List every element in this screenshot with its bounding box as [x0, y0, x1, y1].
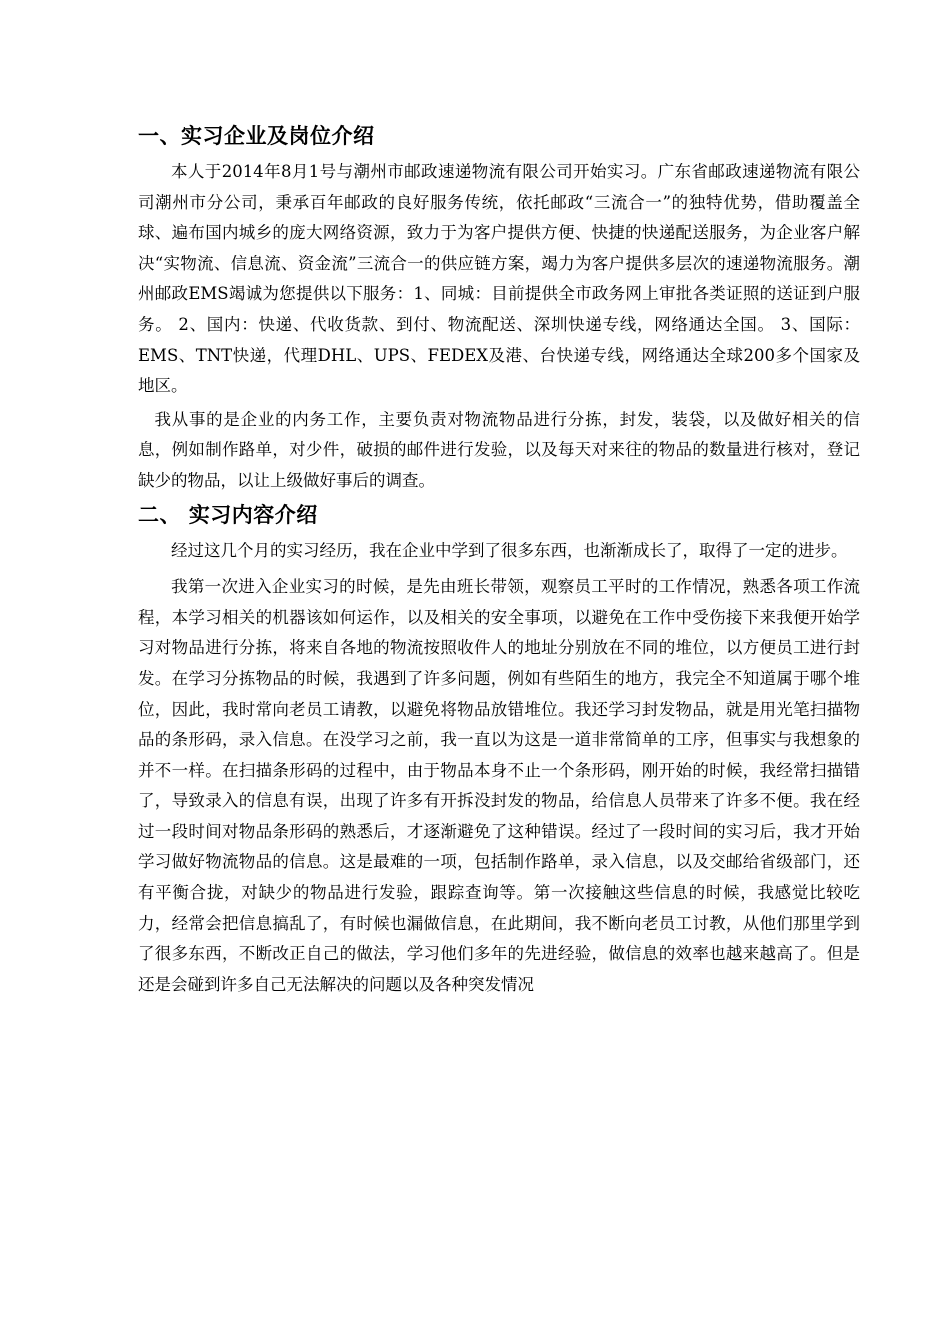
section-heading-internship-content: 二、 实习内容介绍	[138, 502, 318, 527]
paragraph-job-duties: 我从事的是企业的内务工作，主要负责对物流物品进行分拣，封发，装袋，以及做好相关的信息，例如制作路单，对少件，破损的邮件进行发验，以及每天对来往的物品的数量进行核对，登记缺少的物品，以让上级做好事后的调查。	[138, 409, 860, 490]
paragraph-experience: 我第一次进入企业实习的时候，是先由班长带领，观察员工平时的工作情况，熟悉各项工作流程，本学习相关的机器该如何运作，以及相关的安全事项，以避免在工作中受伤接下来我便开始学习对物品进行分拣，将来自各地的物流按照收件人的地址分别放在不同的堆位，以方便员工进行封发。在学习分拣物品的时候，我遇到了许多问题，例如有些陌生的地方，我完全不知道属于哪个堆位，因此，我时常向老员工请教，以避免将物品放错堆位。我还学习封发物品，就是用光笔扫描物品的条形码，录入信息。在没学习之前，我一直以为这是一道非常简单的工序，但事实与我想象的并不一样。在扫描条形码的过程中，由于物品本身不止一个条形码，刚开始的时候，我经常扫描错了，导致录入的信息有误，出现了许多有开拆没封发的物品，给信息人员带来了许多不便。我在经过一段时间对物品条形码的熟悉后，才逐渐避免了这种错误。经过了一段时间的实习后，我才开始学习做好物流物品的信息。这是最难的一项，包括制作路单，录入信息，以及交邮给省级部门，还有平衡合拢，对缺少的物品进行发验，跟踪查询等。第一次接触这些信息的时候，我感觉比较吃力，经常会把信息搞乱了，有时候也漏做信息，在此期间，我不断向老员工讨教，从他们那里学到了很多东西，不断改正自己的做法，学习他们多年的先进经验，做信息的效率也越来越高了。但是还是会碰到许多自己无法解决的问题以及各种突发情况	[138, 577, 860, 994]
section-heading-company-intro: 一、实习企业及岗位介绍	[138, 124, 375, 148]
paragraph-company-intro: 本人于2014年8月1号与潮州市邮政速递物流有限公司开始实习。广东省邮政速递物流有限公司潮州市分公司，秉承百年邮政的良好服务传统，依托邮政“三流合一”的独特优势，借助覆盖全球、遍布国内城乡的庞大网络资源，致力于为客户提供方便、快捷的快递配送服务，为企业客户解决“实物流、信息流、资金流”三流合一的供应链方案，竭力为客户提供多层次的速递物流服务。潮州邮政EMS竭诚为您提供以下服务：1、同城：目前提供全市政务网上审批各类证照的送证到户服务。 2、国内：快递、代收货款、到付、物流配送、深圳快递专线，网络通达全国。 3、国际：EMS、TNT快递，代理DHL、UPS、FEDEX及港、台快递专线，网络通达全球200多个国家及地区。	[138, 162, 860, 396]
document-page	[138, 118, 860, 1000]
paragraph-progress: 经过这几个月的实习经历，我在企业中学到了很多东西，也渐渐成长了，取得了一定的进步。	[171, 540, 848, 560]
